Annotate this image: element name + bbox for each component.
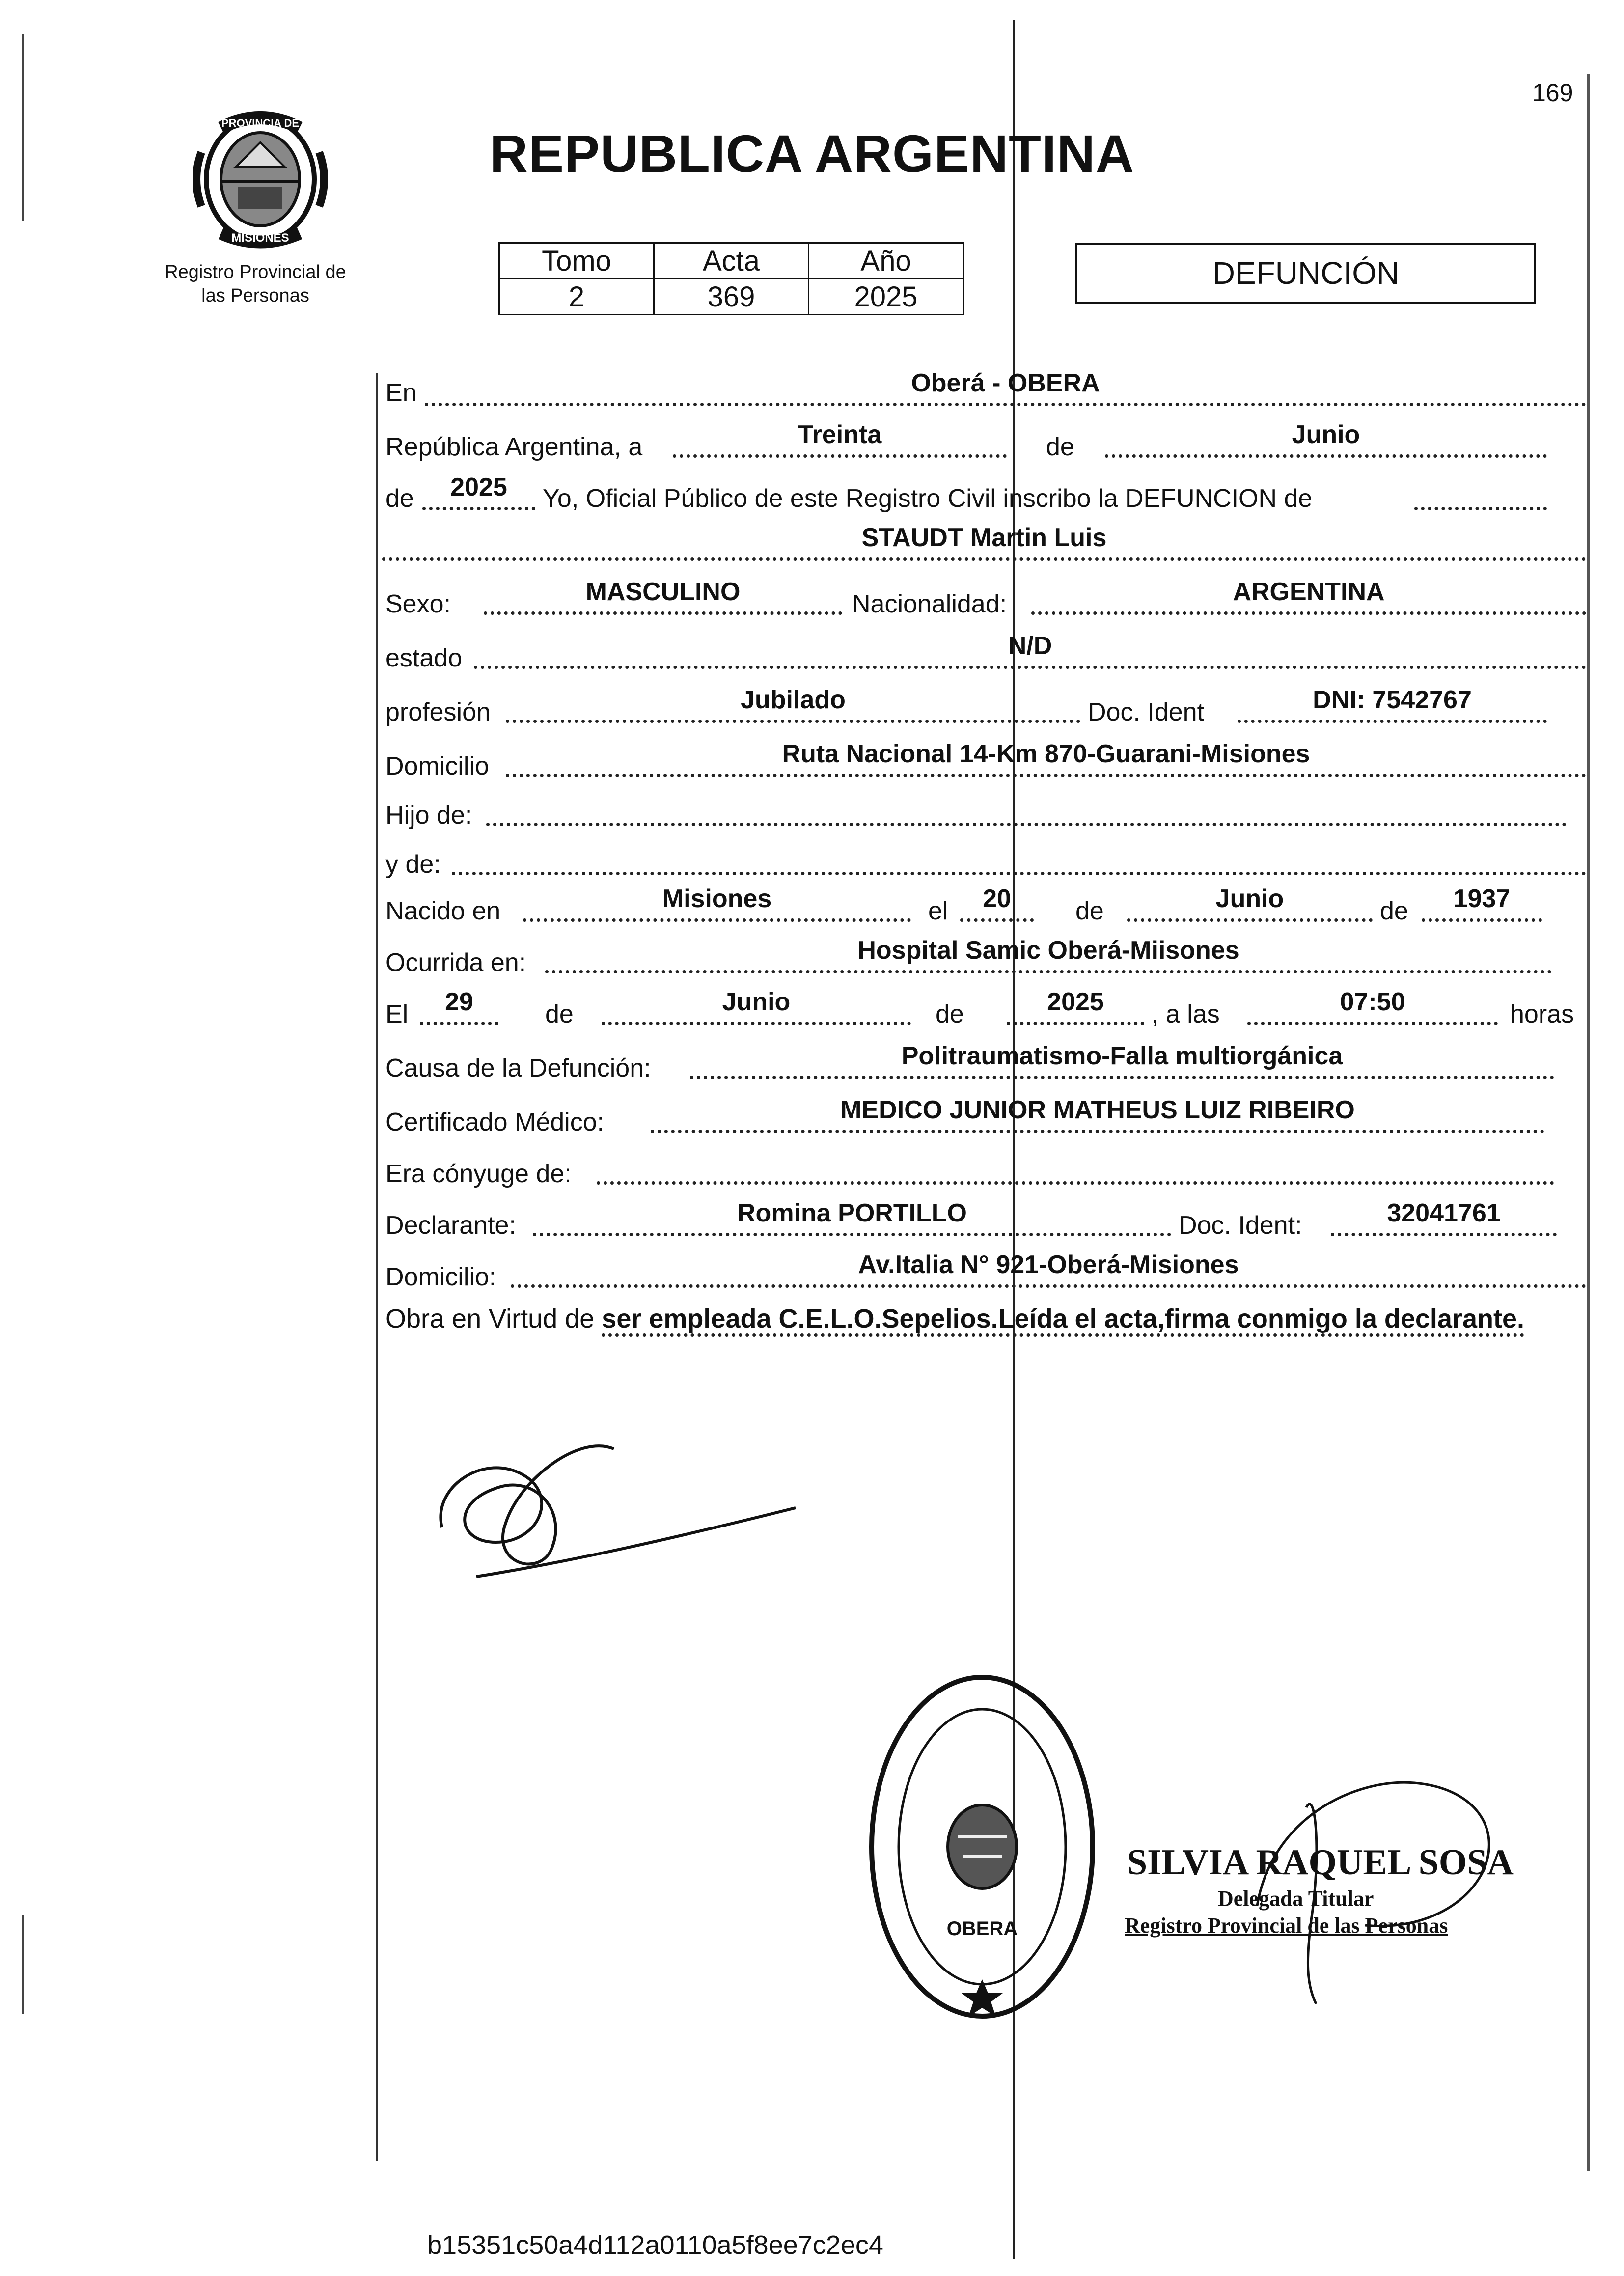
official-stamp <box>864 1670 1100 2024</box>
domicilio-value: Ruta Nacional 14-Km 870-Guarani-Misiones <box>782 740 1310 768</box>
tomo-value: 2 <box>499 279 654 315</box>
official-role: Delegada Titular <box>1218 1887 1374 1911</box>
right-margin-rule <box>1587 74 1590 2171</box>
acta-header: Acta <box>654 243 809 279</box>
place-field <box>425 369 1586 406</box>
ocurrida-field <box>545 936 1552 973</box>
death-year-value: 2025 <box>1047 988 1104 1016</box>
de-label-3: de <box>1075 897 1104 925</box>
declarante-label: Declarante: <box>385 1211 516 1240</box>
place-value: Oberá - OBERA <box>911 369 1100 397</box>
horas-label: horas <box>1510 1000 1574 1028</box>
de-label-2: de <box>385 484 414 513</box>
page-number: 169 <box>1532 79 1573 107</box>
svg-text:OBERA: OBERA <box>946 1918 1018 1940</box>
intro-text: Yo, Oficial Público de este Registro Civil inscribo la DEFUNCION de <box>543 484 1313 513</box>
y-de-field <box>452 841 1586 875</box>
death-day-field <box>420 988 498 1025</box>
doc-ident-label: Doc. Ident <box>1088 698 1205 726</box>
record-type-box: DEFUNCIÓN <box>1075 243 1536 304</box>
nacionalidad-value: ARGENTINA <box>1233 578 1385 606</box>
certificado-value: MEDICO JUNIOR MATHEUS LUIZ RIBEIRO <box>840 1096 1355 1124</box>
doc-ident-field <box>1238 686 1547 723</box>
nacionalidad-label: Nacionalidad: <box>852 590 1007 618</box>
deceased-name: STAUDT Martin Luis <box>861 524 1107 552</box>
birth-day-field <box>960 885 1034 922</box>
nacido-field <box>523 885 911 922</box>
registry-label-line-2: las Personas <box>201 285 309 306</box>
y-de-label: y de: <box>385 850 441 879</box>
domicilio-2-value: Av.Italia N° 921-Oberá-Misiones <box>858 1250 1239 1279</box>
hijo-de-field <box>486 792 1567 826</box>
doc-ident-2-label: Doc. Ident: <box>1179 1211 1302 1240</box>
birth-day-value: 20 <box>983 885 1011 913</box>
en-label: En <box>385 379 417 407</box>
official-org: Registro Provincial de las Personas <box>1125 1914 1448 1938</box>
obra-label: Obra en Virtud de <box>385 1304 595 1333</box>
document-title: REPUBLICA ARGENTINA <box>490 124 1134 183</box>
de-label-6: de <box>936 1000 964 1028</box>
intro-trailing-field <box>1414 476 1547 510</box>
declarante-value: Romina PORTILLO <box>737 1199 967 1227</box>
sexo-label: Sexo: <box>385 590 451 618</box>
acta-value: 369 <box>654 279 809 315</box>
death-day-value: 29 <box>445 988 473 1016</box>
edge-mark <box>22 1915 24 2014</box>
ocurrida-label: Ocurrida en: <box>385 948 526 977</box>
causa-field <box>690 1042 1554 1079</box>
death-year-field <box>1007 988 1144 1025</box>
nacionalidad-field <box>1031 578 1586 615</box>
doc-ident-2-field <box>1331 1199 1557 1236</box>
year-value: 2025 <box>450 473 507 501</box>
domicilio-2-field <box>511 1250 1586 1288</box>
declarante-signature <box>422 1415 815 1601</box>
profesion-value: Jubilado <box>741 686 846 714</box>
month-value: Junio <box>1292 420 1360 449</box>
deceased-name-field <box>382 524 1586 561</box>
conyuge-label: Era cónyuge de: <box>385 1160 572 1188</box>
doc-ident-value: DNI: 7542767 <box>1313 686 1472 714</box>
sexo-field <box>484 578 842 615</box>
reference-header-row <box>499 243 963 279</box>
estado-field <box>474 632 1586 669</box>
day-text-field <box>673 420 1007 458</box>
anio-value: 2025 <box>809 279 963 315</box>
nacido-label: Nacido en <box>385 897 501 925</box>
death-time-field <box>1247 988 1498 1025</box>
certificado-label: Certificado Médico: <box>385 1108 605 1137</box>
document-hash: b15351c50a4d112a0110a5f8ee7c2ec4 <box>427 2230 883 2260</box>
day-text-value: Treinta <box>798 420 882 449</box>
rep-label: República Argentina, a <box>385 433 643 461</box>
declarante-field <box>533 1199 1171 1236</box>
official-name: SILVIA RAQUEL SOSA <box>1127 1842 1514 1883</box>
de-label-4: de <box>1380 897 1408 925</box>
registry-label <box>147 260 363 307</box>
reference-table <box>498 242 964 315</box>
el-date-label: El <box>385 1000 409 1028</box>
birth-year-field <box>1422 885 1542 922</box>
obra-text: ser empleada C.E.L.O.Sepelios.Leída el acta,firma conmigo la declarante. <box>602 1304 1524 1337</box>
svg-text:MISIONES: MISIONES <box>231 231 289 245</box>
nacido-value: Misiones <box>662 885 772 913</box>
death-month-value: Junio <box>722 988 791 1016</box>
de-label-1: de <box>1046 433 1074 461</box>
birth-month-value: Junio <box>1215 885 1284 913</box>
a-las-label: , a las <box>1152 1000 1220 1028</box>
doc-ident-2-value: 32041761 <box>1387 1199 1501 1227</box>
svg-text:PROVINCIA DE: PROVINCIA DE <box>221 117 300 129</box>
anio-header: Año <box>809 243 963 279</box>
causa-label: Causa de la Defunción: <box>385 1054 651 1082</box>
birth-month-field <box>1127 885 1373 922</box>
death-time-value: 07:50 <box>1340 988 1405 1016</box>
year-field <box>422 473 535 510</box>
registry-label-line-1: Registro Provincial de <box>165 262 346 282</box>
profesion-label: profesión <box>385 698 491 726</box>
domicilio-label: Domicilio <box>385 752 489 780</box>
obra-en-virtud <box>385 1299 1589 1338</box>
estado-label: estado <box>385 644 463 672</box>
ocurrida-value: Hospital Samic Oberá-Miisones <box>857 936 1239 965</box>
causa-value: Politraumatismo-Falla multiorgánica <box>901 1042 1343 1070</box>
profesion-field <box>506 686 1080 723</box>
birth-year-value: 1937 <box>1453 885 1511 913</box>
estado-value: N/D <box>1008 632 1052 660</box>
domicilio-2-label: Domicilio: <box>385 1263 496 1291</box>
month-field <box>1105 420 1547 458</box>
death-month-field <box>602 988 911 1025</box>
certificado-field <box>651 1096 1544 1133</box>
hijo-de-label: Hijo de: <box>385 801 472 830</box>
domicilio-field <box>506 740 1586 777</box>
de-label-5: de <box>545 1000 574 1028</box>
conyuge-field <box>597 1151 1554 1185</box>
el-label: el <box>928 897 948 925</box>
left-margin-rule <box>376 373 378 2161</box>
reference-value-row <box>499 279 963 315</box>
tomo-header: Tomo <box>499 243 654 279</box>
sexo-value: MASCULINO <box>585 578 741 606</box>
